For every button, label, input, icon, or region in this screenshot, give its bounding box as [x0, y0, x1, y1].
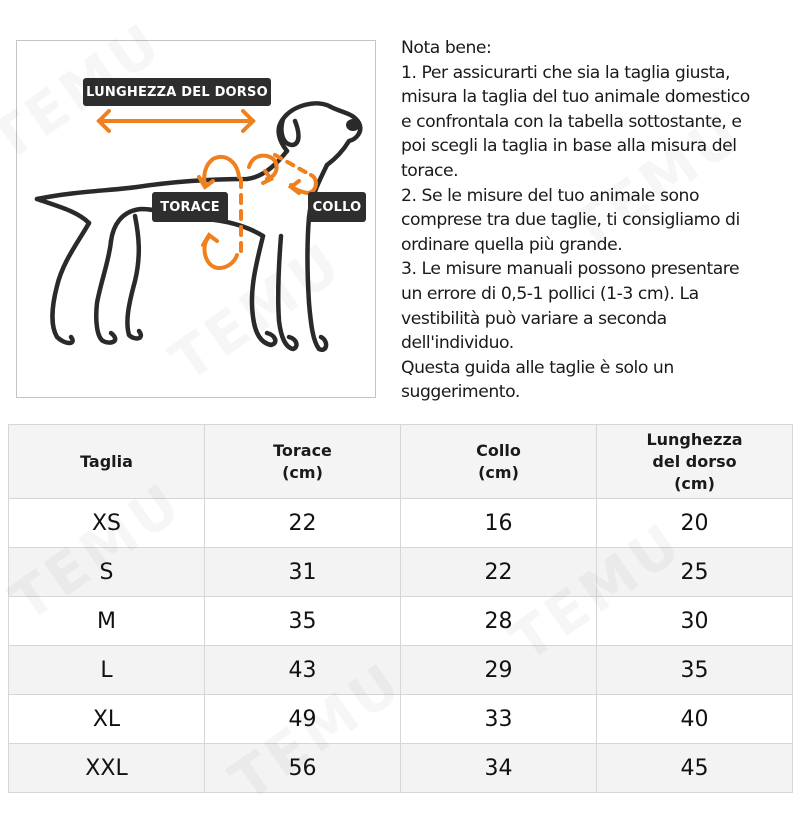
cell-chest: 49	[205, 695, 401, 744]
cell-size: L	[9, 646, 205, 695]
cell-back-length: 45	[597, 744, 793, 793]
size-notes	[401, 36, 796, 405]
notes-line: comprese tra due taglie, ti consigliamo di	[401, 210, 740, 231]
header-unit: (cm)	[478, 462, 519, 482]
cell-size: XXL	[9, 744, 205, 793]
cell-back-length: 25	[597, 548, 793, 597]
cell-back-length: 20	[597, 499, 793, 548]
header-size	[9, 425, 205, 499]
notes-line: un errore di 0,5-1 pollici (1-3 cm). La	[401, 283, 699, 304]
header-line: Torace	[273, 440, 332, 460]
cell-size: S	[9, 548, 205, 597]
cell-neck: 16	[401, 499, 597, 548]
header-neck	[401, 425, 597, 499]
cell-back-length: 35	[597, 646, 793, 695]
cell-neck: 34	[401, 744, 597, 793]
neck-label: COLLO	[308, 192, 366, 222]
cell-chest: 31	[205, 548, 401, 597]
table-row	[9, 744, 793, 793]
cell-neck: 33	[401, 695, 597, 744]
table-header-row	[9, 425, 793, 499]
notes-line: torace.	[401, 160, 459, 181]
cell-size: XS	[9, 499, 205, 548]
cell-chest: 56	[205, 744, 401, 793]
cell-neck: 28	[401, 597, 597, 646]
header-line: del dorso	[652, 451, 737, 471]
notes-line: e confrontala con la tabella sottostante, e	[401, 111, 742, 132]
header-unit: (cm)	[282, 462, 323, 482]
table-row	[9, 646, 793, 695]
header-line: Taglia	[80, 451, 133, 471]
notes-line: misura la taglia del tuo animale domestico	[401, 87, 750, 108]
table-row	[9, 597, 793, 646]
cell-size: XL	[9, 695, 205, 744]
header-unit: (cm)	[674, 473, 715, 493]
header-back-length	[597, 425, 793, 499]
cell-size: M	[9, 597, 205, 646]
header-line: Lunghezza	[646, 429, 743, 449]
notes-heading: Nota bene:	[401, 38, 492, 58]
notes-line: ordinare quella più grande.	[401, 234, 623, 255]
notes-line: poi scegli la taglia in base alla misura del	[401, 136, 737, 157]
cell-neck: 22	[401, 548, 597, 597]
notes-line: 3. Le misure manuali possono presentare	[401, 259, 740, 280]
notes-line: Questa guida alle taglie è solo un	[401, 357, 674, 378]
notes-line: 1. Per assicurarti che sia la taglia giusta,	[401, 62, 730, 83]
size-table	[8, 424, 793, 793]
cell-chest: 43	[205, 646, 401, 695]
dog-nose	[346, 119, 360, 131]
header-line: Collo	[476, 440, 521, 460]
notes-line: suggerimento.	[401, 382, 520, 403]
cell-back-length: 40	[597, 695, 793, 744]
cell-back-length: 30	[597, 597, 793, 646]
notes-line: vestibilità può variare a seconda	[401, 308, 667, 329]
notes-line: dell'individuo.	[401, 333, 514, 354]
chest-label: TORACE	[152, 192, 228, 222]
cell-neck: 29	[401, 646, 597, 695]
dog-measurement-figure	[16, 40, 376, 398]
table-row	[9, 548, 793, 597]
table-row	[9, 499, 793, 548]
cell-chest: 22	[205, 499, 401, 548]
double-arrow-icon	[99, 111, 253, 131]
table-row	[9, 695, 793, 744]
cell-chest: 35	[205, 597, 401, 646]
back-length-label: LUNGHEZZA DEL DORSO	[83, 78, 271, 106]
header-chest	[205, 425, 401, 499]
notes-line: 2. Se le misure del tuo animale sono	[401, 185, 700, 206]
